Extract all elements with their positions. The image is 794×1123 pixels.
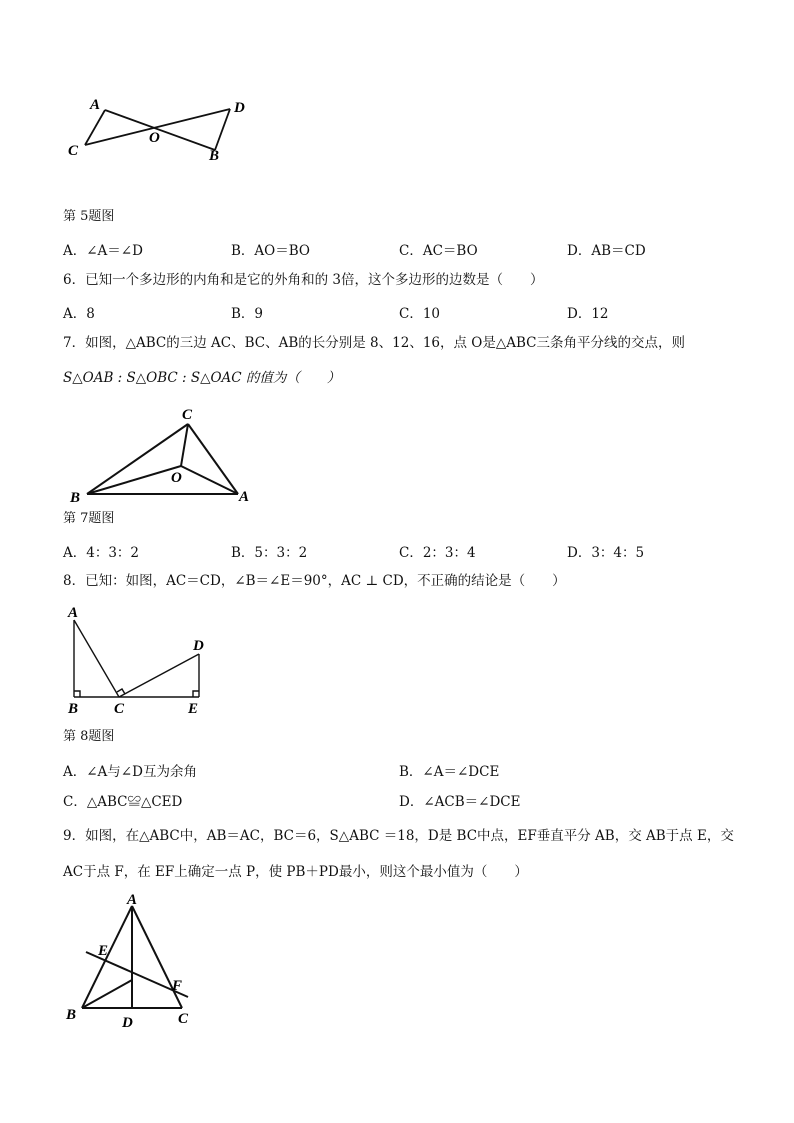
fig7-label-b: B	[70, 490, 81, 506]
fig9-label-a: A	[127, 893, 138, 908]
q7-question-line2: S△OAB : S△OBC : S△OAC 的值为（ ）	[63, 370, 341, 386]
fig9-label-f: F	[172, 978, 183, 994]
fig9-label-c: C	[178, 1011, 189, 1027]
figure-5	[60, 92, 260, 172]
q6-question: 6．已知一个多边形的内角和是它的外角和的 3倍，这个多边形的边数是（ ）	[63, 272, 544, 288]
q5-option-b: B．AO＝BO	[231, 243, 310, 259]
fig8-label-c: C	[114, 701, 125, 717]
fig9-label-d: D	[122, 1015, 133, 1031]
fig5-label-d: D	[234, 100, 245, 116]
q8-question: 8．已知：如图，AC＝CD，∠B＝∠E＝90°，AC ⊥ CD，不正确的结论是（ ）	[63, 573, 566, 589]
q8-option-c: C．△ABC≌△CED	[63, 794, 183, 810]
fig5-caption: 第 5题图	[63, 209, 115, 224]
q8-option-b: B．∠A＝∠DCE	[399, 764, 500, 780]
fig8-label-e: E	[188, 701, 199, 717]
q5-option-c: C．AC＝BO	[399, 243, 478, 259]
q7-question: 7．如图，△ABC的三边 AC、BC、AB的长分别是 8、12、16，点 O是△ABC三条角平分线的交点，则	[63, 335, 685, 351]
fig9-label-e: E	[98, 943, 109, 959]
fig9-label-b: B	[66, 1007, 77, 1023]
q7-option-d: D．3：4：5	[567, 545, 645, 561]
fig7-caption: 第 7题图	[63, 511, 115, 526]
q6-option-c: C．10	[399, 306, 441, 322]
fig5-label-a: A	[90, 97, 101, 113]
q7-option-a: A．4：3：2	[63, 545, 140, 561]
q7-option-b: B．5：3：2	[231, 545, 308, 561]
q9-question: 9．如图，在△ABC中，AB＝AC，BC＝6，S△ABC ＝18，D是 BC中点，EF垂直平分 AB，交 AB于点 E，交	[63, 828, 734, 844]
q6-option-b: B．9	[231, 306, 264, 322]
fig8-caption: 第 8题图	[63, 729, 115, 744]
q5-option-a: A．∠A＝∠D	[63, 243, 143, 259]
q6-option-a: A．8	[63, 306, 95, 322]
fig8-label-b: B	[68, 701, 79, 717]
fig8-label-a: A	[68, 605, 79, 621]
fig7-label-a: A	[239, 489, 250, 505]
fig5-label-c: C	[68, 143, 79, 159]
figure-7	[60, 402, 270, 506]
fig7-label-c: C	[182, 407, 193, 423]
fig7-label-o: O	[171, 470, 182, 486]
figure-9	[60, 893, 220, 1033]
fig5-label-o: O	[149, 130, 160, 146]
q6-option-d: D．12	[567, 306, 609, 322]
q5-option-d: D．AB＝CD	[567, 243, 646, 259]
q8-option-a: A．∠A与∠D互为余角	[63, 764, 197, 780]
q8-option-d: D．∠ACB＝∠DCE	[399, 794, 521, 810]
figure-8	[60, 603, 220, 718]
q9-question-line2: AC于点 F，在 EF上确定一点 P，使 PB＋PD最小，则这个最小值为（ ）	[63, 864, 528, 880]
q7-option-c: C．2：3：4	[399, 545, 476, 561]
fig5-label-b: B	[209, 148, 220, 164]
fig8-label-d: D	[193, 638, 204, 654]
